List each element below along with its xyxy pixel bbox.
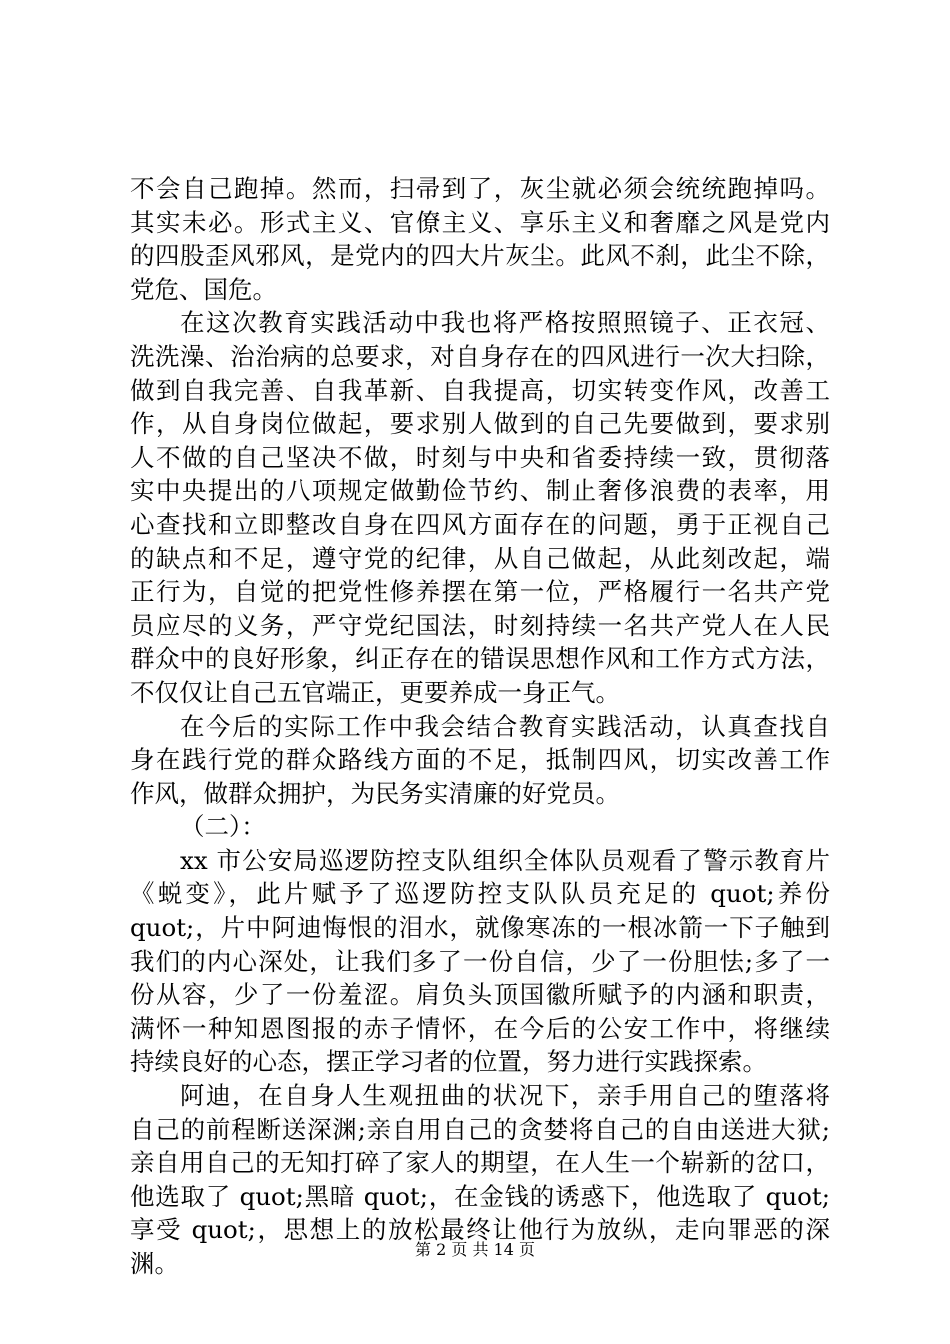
text-line: 我们的内心深处，让我们多了一份自信，少了一份胆怯;多了一 xyxy=(130,946,830,976)
text-line: 做到自我完善、自我革新、自我提高，切实转变作风，改善工 xyxy=(130,375,830,405)
text-line: 正行为，自觉的把党性修养摆在第一位，严格履行一名共产党 xyxy=(130,577,830,607)
text-line: 作，从自身岗位做起，要求别人做到的自己先要做到，要求别 xyxy=(130,409,830,439)
text-line: 亲自用自己的无知打碎了家人的期望，在人生一个崭新的岔口， xyxy=(130,1148,830,1178)
text-line: 的四股歪风邪风，是党内的四大片灰尘。此风不刹，此尘不除， xyxy=(130,241,830,271)
text-line: xx 市公安局巡逻防控支队组织全体队员观看了警示教育片 xyxy=(180,845,830,875)
text-line: 身在践行党的群众路线方面的不足，抵制四风，切实改善工作 xyxy=(130,745,830,775)
text-line: 享受 quot;，思想上的放松最终让他行为放纵，走向罪恶的深 xyxy=(130,1215,830,1245)
text-line: 在这次教育实践活动中我也将严格按照照镜子、正衣冠、 xyxy=(180,308,830,338)
text-line: 心查找和立即整改自身在四风方面存在的问题，勇于正视自己 xyxy=(130,509,830,539)
text-line: 党危、国危。 xyxy=(130,274,277,304)
text-line: quot;，片中阿迪悔恨的泪水，就像寒冻的一根冰箭一下子触到 xyxy=(130,913,830,943)
text-line: 实中央提出的八项规定做勤俭节约、制止奢侈浪费的表率，用 xyxy=(130,476,830,506)
text-line: 的缺点和不足，遵守党的纪律，从自己做起，从此刻改起，端 xyxy=(130,543,830,573)
text-line: （二）： xyxy=(180,812,266,842)
text-line: 洗洗澡、治治病的总要求，对自身存在的四风进行一次大扫除， xyxy=(130,341,830,371)
page-footer: 第 2 页 共 14 页 xyxy=(415,1240,535,1259)
text-line: 持续良好的心态，摆正学习者的位置，努力进行实践探索。 xyxy=(130,1047,767,1077)
text-line: 不会自己跑掉。然而，扫帚到了，灰尘就必须会统统跑掉吗。 xyxy=(130,174,830,203)
text-line: 满怀一种知恩图报的赤子情怀，在今后的公安工作中，将继续 xyxy=(130,1013,830,1043)
text-line: 不仅仅让自己五官端正，更要养成一身正气。 xyxy=(130,677,620,707)
text-line: 渊。 xyxy=(130,1249,179,1278)
text-line: 在今后的实际工作中我会结合教育实践活动，认真查找自 xyxy=(180,711,830,741)
text-line: 阿迪，在自身人生观扭曲的状况下，亲手用自己的堕落将 xyxy=(180,1081,830,1111)
text-line: 自己的前程断送深渊;亲自用自己的贪婪将自己的自由送进大狱; xyxy=(130,1114,830,1144)
text-line: 《蜕变》，此片赋予了巡逻防控支队队员充足的 quot;养份 xyxy=(130,879,830,909)
document-body xyxy=(130,172,830,1281)
text-line: 群众中的良好形象，纠正存在的错误思想作风和工作方式方法， xyxy=(130,644,830,674)
text-line: 人不做的自己坚决不做，时刻与中央和省委持续一致，贯彻落 xyxy=(130,442,830,472)
text-line: 其实未必。形式主义、官僚主义、享乐主义和奢靡之风是党内 xyxy=(130,207,830,237)
text-line: 份从容，少了一份羞涩。肩负头顶国徽所赋予的内涵和职责， xyxy=(130,980,830,1010)
text-line: 他选取了 quot;黑暗 quot;，在金钱的诱惑下，他选取了 quot; xyxy=(130,1181,830,1211)
text-line: 员应尽的义务，严守党纪国法，时刻持续一名共产党人在人民 xyxy=(130,610,830,640)
text-line: 作风，做群众拥护，为民务实清廉的好党员。 xyxy=(130,778,620,808)
